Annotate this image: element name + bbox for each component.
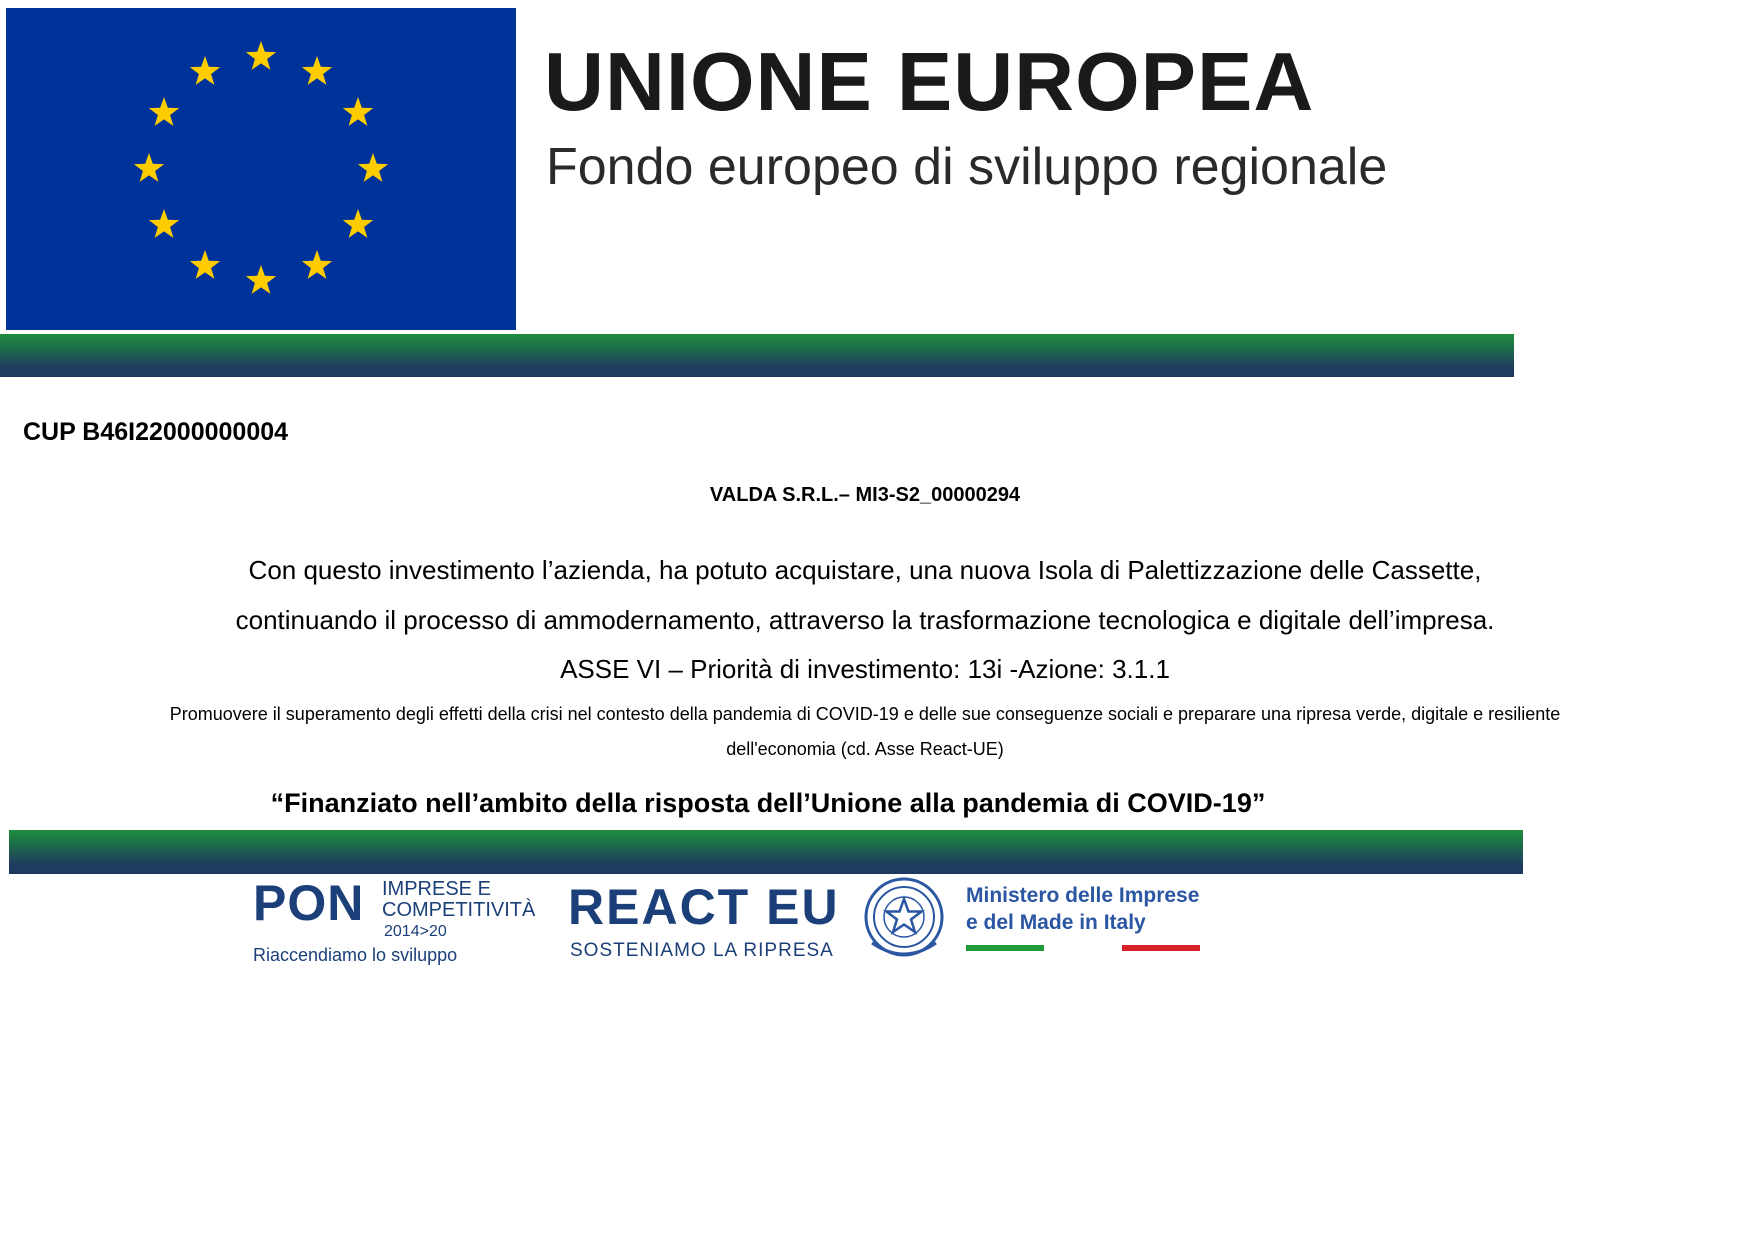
eu-star-icon — [149, 97, 179, 126]
promotion-line-1: Promuovere il superamento degli effetti della crisi nel contesto della pandemia di COVID-19 e delle sue conseguenze sociali e preparare una ripresa verde, digitale e resiliente — [169, 704, 1561, 724]
eu-star-icon — [302, 56, 332, 85]
eu-star-icon — [246, 265, 276, 294]
eu-star-icon — [190, 56, 220, 85]
react-eu-logo — [568, 878, 840, 968]
eu-flag-stars-icon — [6, 8, 516, 330]
tricolore-red — [1122, 945, 1200, 951]
pon-wordmark: PON — [253, 875, 365, 931]
pon-line-1: IMPRESE E — [382, 878, 491, 900]
cup-code: CUP B46I22000000004 — [23, 418, 289, 446]
eu-flag — [6, 8, 516, 330]
decorative-band-bottom — [9, 830, 1523, 874]
eu-star-icon — [343, 209, 373, 238]
promotion-line-2: dell'economia (cd. Asse React-UE) — [726, 739, 1004, 759]
eu-star-icon — [149, 209, 179, 238]
asse-priority: ASSE VI – Priorità di investimento: 13i -Azione: 3.1.1 — [560, 654, 1170, 684]
tricolore-white — [1044, 945, 1122, 951]
ministry-line-2: e del Made in Italy — [966, 911, 1146, 934]
italian-republic-emblem-icon — [862, 873, 946, 968]
eu-star-icon — [358, 153, 388, 182]
tricolore-green — [966, 945, 1044, 951]
ministry-line-1: Ministero delle Imprese — [966, 884, 1200, 907]
ministry-logo — [966, 884, 1206, 951]
tricolore-bar — [966, 945, 1200, 951]
description-line-2: continuando il processo di ammodernamento, attraverso la trasformazione tecnologica e digitale dell’impresa. — [235, 605, 1495, 635]
decorative-band-top — [0, 334, 1514, 377]
react-eu-wordmark: REACT EU — [568, 879, 840, 935]
pon-tagline: Riaccendiamo lo sviluppo — [253, 945, 458, 965]
pon-logo — [253, 874, 543, 974]
company-id: VALDA S.R.L.– MI3-S2_00000294 — [709, 484, 1021, 506]
eu-star-icon — [134, 153, 164, 182]
react-eu-tagline: SOSTENIAMO LA RIPRESA — [570, 940, 834, 961]
eu-title: UNIONE EUROPEA — [544, 35, 1315, 128]
description-line-1: Con questo investimento l’azienda, ha potuto acquistare, una nuova Isola di Palettizzazione delle Cassette, — [248, 555, 1482, 585]
pon-line-2: COMPETITIVITÀ — [382, 899, 536, 921]
eu-star-icon — [343, 97, 373, 126]
financed-statement: “Finanziato nell’ambito della risposta dell’Unione alla pandemia di COVID-19” — [270, 788, 1266, 818]
pon-years: 2014>20 — [384, 923, 447, 940]
eu-star-icon — [246, 41, 276, 70]
eu-star-icon — [190, 250, 220, 279]
eu-star-icon — [302, 250, 332, 279]
eu-subtitle: Fondo europeo di sviluppo regionale — [546, 138, 1388, 196]
